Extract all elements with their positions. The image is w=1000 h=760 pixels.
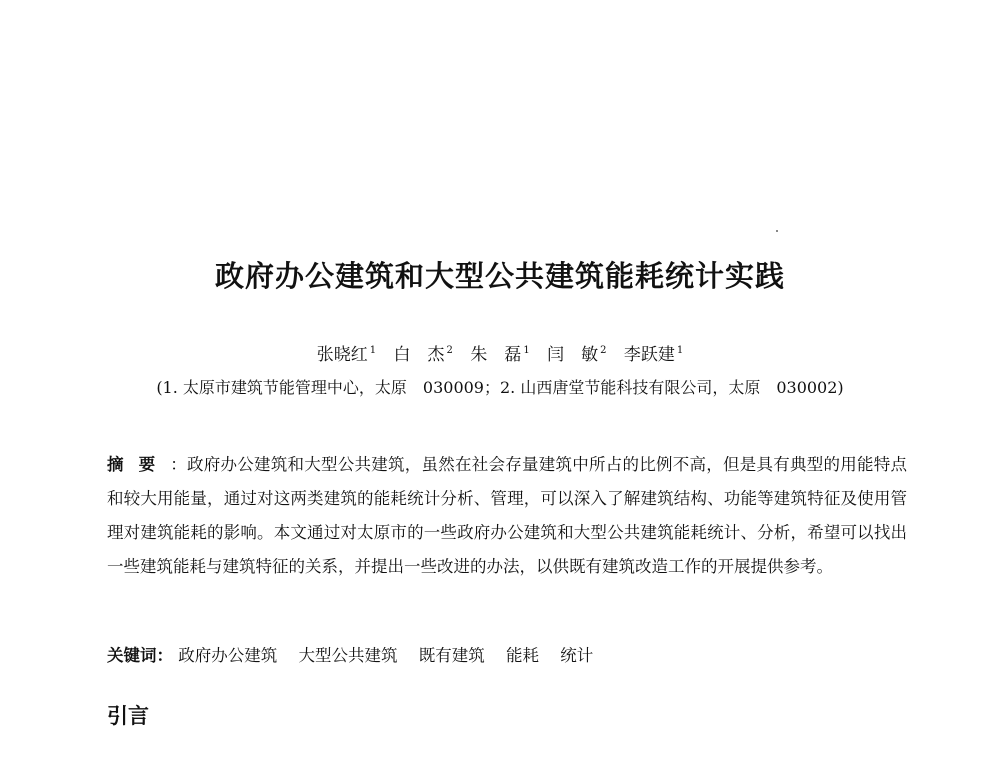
author-name: 李跃建 (623, 345, 675, 365)
author-name: 朱 磊 (470, 345, 522, 365)
keyword: 能耗 (506, 646, 539, 665)
scan-speck (776, 230, 778, 232)
paper-title: 政府办公建筑和大型公共建筑能耗统计实践 (214, 259, 785, 293)
author (394, 340, 453, 365)
keywords (107, 642, 907, 670)
author-name: 张晓红 (316, 345, 368, 365)
author-affiliation-mark: 2 (600, 345, 607, 357)
keyword: 大型公共建筑 (298, 646, 398, 665)
author (624, 340, 683, 365)
author (547, 340, 606, 365)
section-heading-introduction: 引言 (107, 704, 149, 728)
author (470, 340, 529, 365)
author-name: 闫 敏 (547, 345, 599, 365)
author-affiliation-mark: 2 (446, 345, 453, 357)
author (317, 340, 376, 365)
keywords-label: 关键词： (107, 646, 173, 665)
author-affiliation-mark: 1 (523, 345, 530, 357)
abstract-colon: ： (170, 455, 187, 474)
keyword: 政府办公建筑 (178, 646, 278, 665)
keyword: 统计 (560, 646, 594, 665)
keyword: 既有建筑 (418, 646, 485, 665)
author-affiliation-mark: 1 (676, 345, 684, 357)
author-affiliation-mark: 1 (369, 345, 377, 357)
author-list (0, 340, 1000, 365)
abstract-text: 政府办公建筑和大型公共建筑，虽然在社会存量建筑中所占的比例不高，但是具有典型的用能特点和较大用能量，通过对这两类建筑的能耗统计分析、管理，可以深入了解建筑结构、功能等建筑特征及使用管理对建筑能耗的影响。本文通过对太原市的一些政府办公建筑和大型公共建筑能耗统计、分析，希望可以找出一些建筑能耗与建筑特征的关系，并提出一些改进的办法，以供既有建筑改造工作的开展提供参考。 (107, 455, 908, 576)
abstract-label: 摘要 (107, 455, 171, 474)
author-name: 白 杰 (393, 345, 445, 365)
affiliation-line: (1. 太原市建筑节能管理中心，太原 030009；2. 山西唐堂节能科技有限公司，太原 030002) (156, 378, 844, 397)
abstract (107, 448, 907, 584)
